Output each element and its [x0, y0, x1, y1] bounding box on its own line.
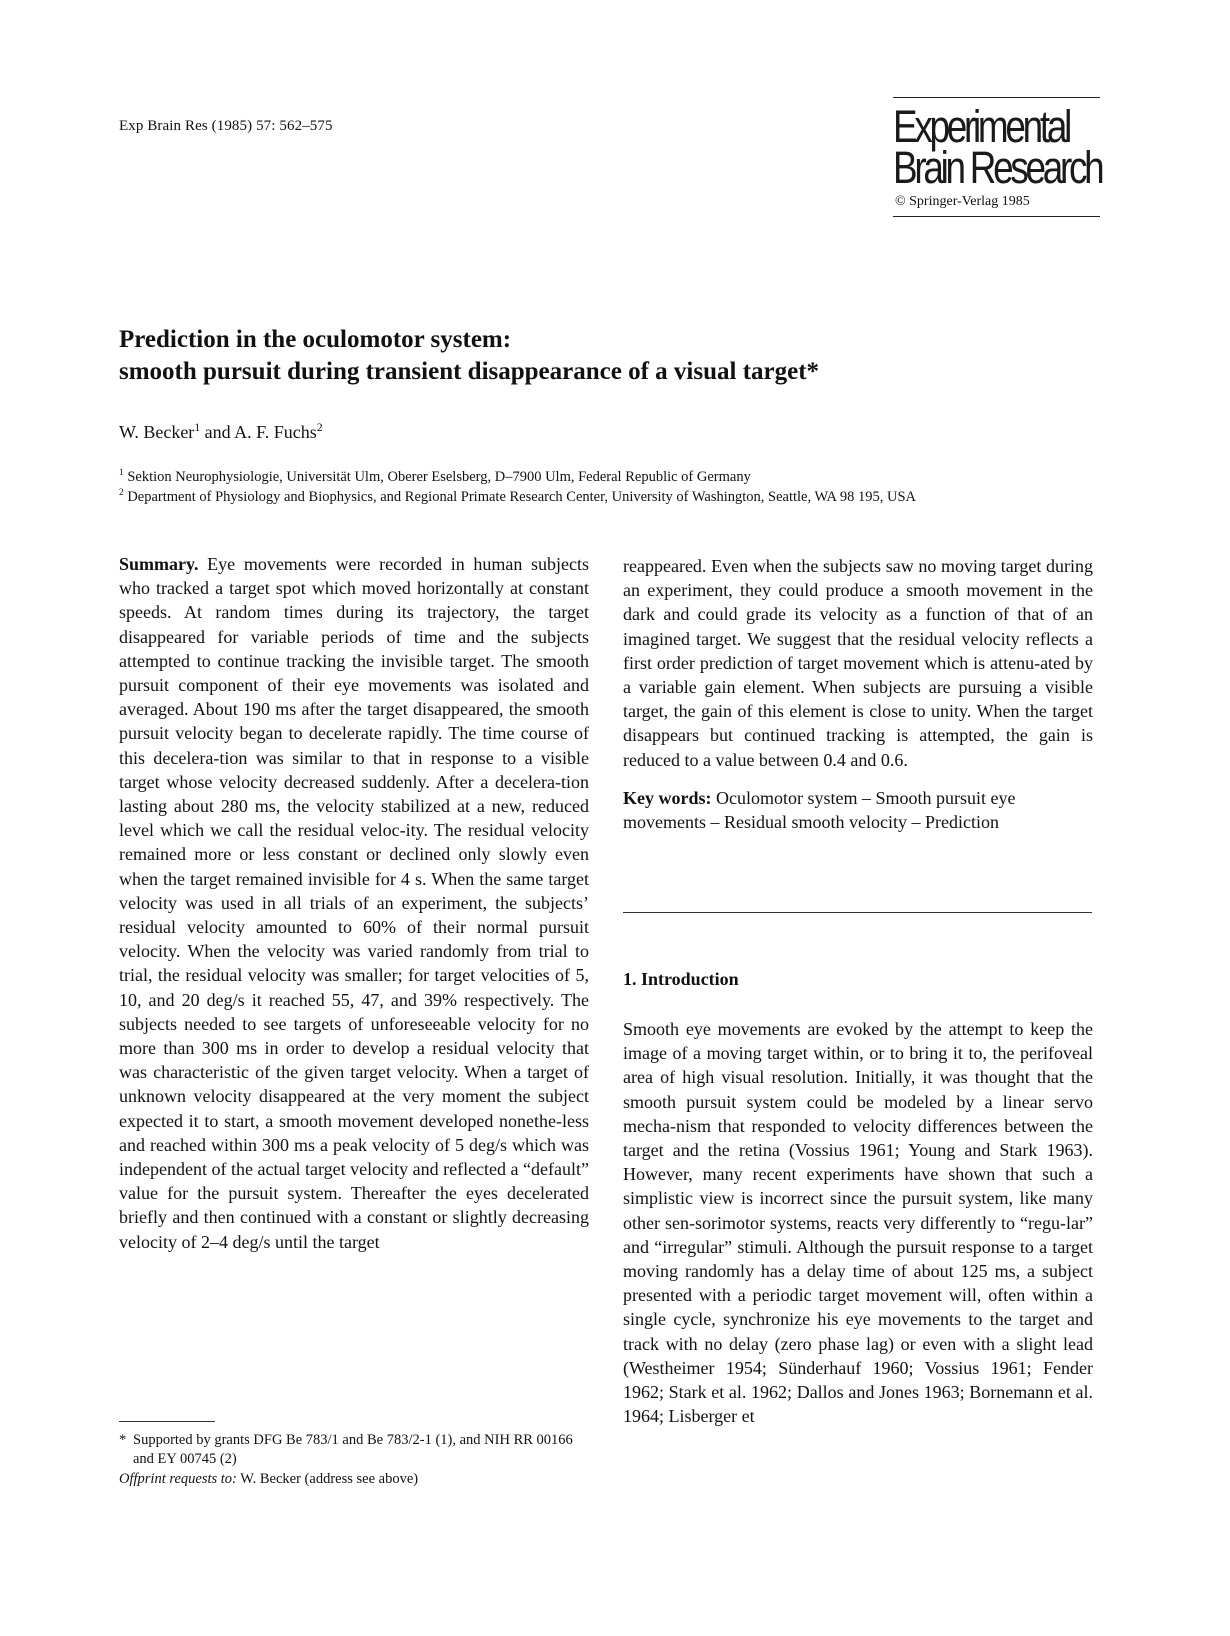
author-list: [119, 422, 323, 443]
introduction-text: Smooth eye movements are evoked by the attempt to keep the image of a moving target within, or to bring it to, the perifoveal area of high visual resolution. Initially, it was thought that the smooth pursuit system could be modeled by a linear servo mecha-nism that responded to velocity differences between the target and the retina (Vossius 1961; Young and Stark 1963). However, many recent experiments have shown that such a simplistic view is incorrect since the pursuit system, like many other sen-sorimotor systems, reacts very differently to “regu-lar” and “irregular” stimuli. Although the pursuit response to a target moving randomly has a delay time of about 125 ms, a subject presented with a periodic target movement will, often within a single cycle, synchronize his eye movements to the target and track with no delay (zero phase lag) or even with a slight lead (Westheimer 1954; Sünderhauf 1960; Vossius 1961; Fender 1962; Stark et al. 1962; Dallos and Jones 1963; Bornemann et al. 1964; Lisberger et: [623, 1019, 1093, 1427]
summary-column: [119, 552, 589, 1254]
footnotes: [119, 1431, 589, 1489]
journal-citation: Exp Brain Res (1985) 57: 562–575: [119, 118, 333, 134]
author-1: W. Becker: [119, 422, 195, 442]
footnote-grant: [119, 1431, 589, 1469]
journal-logo: [893, 101, 1102, 193]
introduction-column: [623, 1017, 1093, 1428]
copyright-notice: © Springer-Verlag 1985: [895, 194, 1030, 209]
affiliations: [119, 467, 1119, 507]
summary-label: Summary.: [119, 554, 199, 574]
title-line-1: Prediction in the oculomotor system:: [119, 326, 512, 353]
affiliation-1-text: Sektion Neurophysiologie, Universität Ulm, Oberer Eselsberg, D–7900 Ulm, Federal Republic of Germany: [127, 469, 751, 485]
author-2-affiliation-mark: 2: [316, 421, 323, 434]
author-2: A. F. Fuchs: [234, 422, 317, 442]
affiliation-2-text: Department of Physiology and Biophysics, and Regional Primate Research Center, University of Washington, Seattle, WA 98 195, USA: [127, 489, 916, 505]
summary-text: Eye movements were recorded in human subjects who tracked a target spot which moved horizontally at constant speeds. At random times during its trajectory, the target disappeared for variable periods of time and the subjects attempted to continue tracking the invisible target. The smooth pursuit component of their eye movements was isolated and averaged. About 190 ms after the target disappeared, the smooth pursuit velocity began to decelerate rapidly. The time course of this decelera-tion was similar to that in response to a visible target whose velocity decreased suddenly. After a decelera-tion lasting about 280 ms, the velocity stabilized at a new, reduced level which we call the residual veloc-ity. The residual velocity remained more or less constant or declined only slowly even when the target remained invisible for 4 s. When the same target velocity was used in all trials of an experiment, the subjects’ residual velocity amounted to 60% of their normal pursuit velocity. When the velocity was varied randomly from trial to trial, the residual velocity was smaller; for target velocities of 5, 10, and 20 deg/s it reached 55, 47, and 39% respectively. The subjects needed to see targets of unforeseeable velocity for no more than 300 ms in order to develop a residual velocity that was characteristic of the given target velocity. When a target of unknown velocity disappeared at the very moment the subject expected it to start, a smooth movement developed nonethe-less and reached within 300 ms a peak velocity of 5 deg/s which was independent of the actual target velocity and reflected a “default” value for the pursuit system. Thereafter the eyes decelerated briefly and then continued with a constant or slightly decreasing velocity of 2–4 deg/s until the target: [119, 554, 589, 1252]
offprint-label: Offprint requests to:: [119, 1471, 237, 1487]
affiliation-2: [119, 487, 1119, 507]
author-1-affiliation-mark: 1: [194, 421, 201, 434]
affiliation-1: [119, 467, 1119, 487]
keywords: [623, 786, 1093, 834]
keywords-text: Oculomotor system – Smooth pursuit eye movements – Residual smooth velocity – Prediction: [623, 787, 1016, 833]
footnote-grant-mark: *: [119, 1432, 127, 1448]
affiliation-1-mark: 1: [119, 468, 124, 479]
journal-logo-line2: Brain Research: [893, 142, 1102, 193]
offprint-text: W. Becker (address see above): [240, 1471, 419, 1487]
keywords-label: Key words:: [623, 787, 712, 808]
summary-paragraph: [119, 552, 589, 1254]
footnote-divider: [119, 1421, 215, 1422]
article-title: [119, 324, 1119, 388]
introduction-heading: 1. Introduction: [623, 969, 739, 989]
title-line-2: smooth pursuit during transient disappearance of a visual target*: [119, 358, 820, 385]
journal-logo-line1: Experimental: [893, 101, 1069, 152]
journal-masthead: [893, 97, 1100, 217]
summary-continuation-column: [623, 554, 1093, 834]
footnote-offprint: [119, 1470, 589, 1489]
affiliation-2-mark: 2: [119, 488, 124, 499]
footnote-grant-text: Supported by grants DFG Be 783/1 and Be 783/2-1 (1), and NIH RR 00166 and EY 00745 (2): [133, 1432, 573, 1467]
summary-continuation: reappeared. Even when the subjects saw no moving target during an experiment, they could produce a smooth movement in the dark and could grade its velocity as a function of that of an imagined target. We suggest that the residual velocity reflects a first order prediction of target movement which is attenu-ated by a variable gain element. When subjects are pursuing a visible target, the gain of this element is close to unity. When the target disappears but continued tracking is attempted, the gain is reduced to a value between 0.4 and 0.6.: [623, 556, 1093, 770]
author-conjunction: and: [204, 422, 231, 442]
section-divider: [623, 912, 1092, 913]
